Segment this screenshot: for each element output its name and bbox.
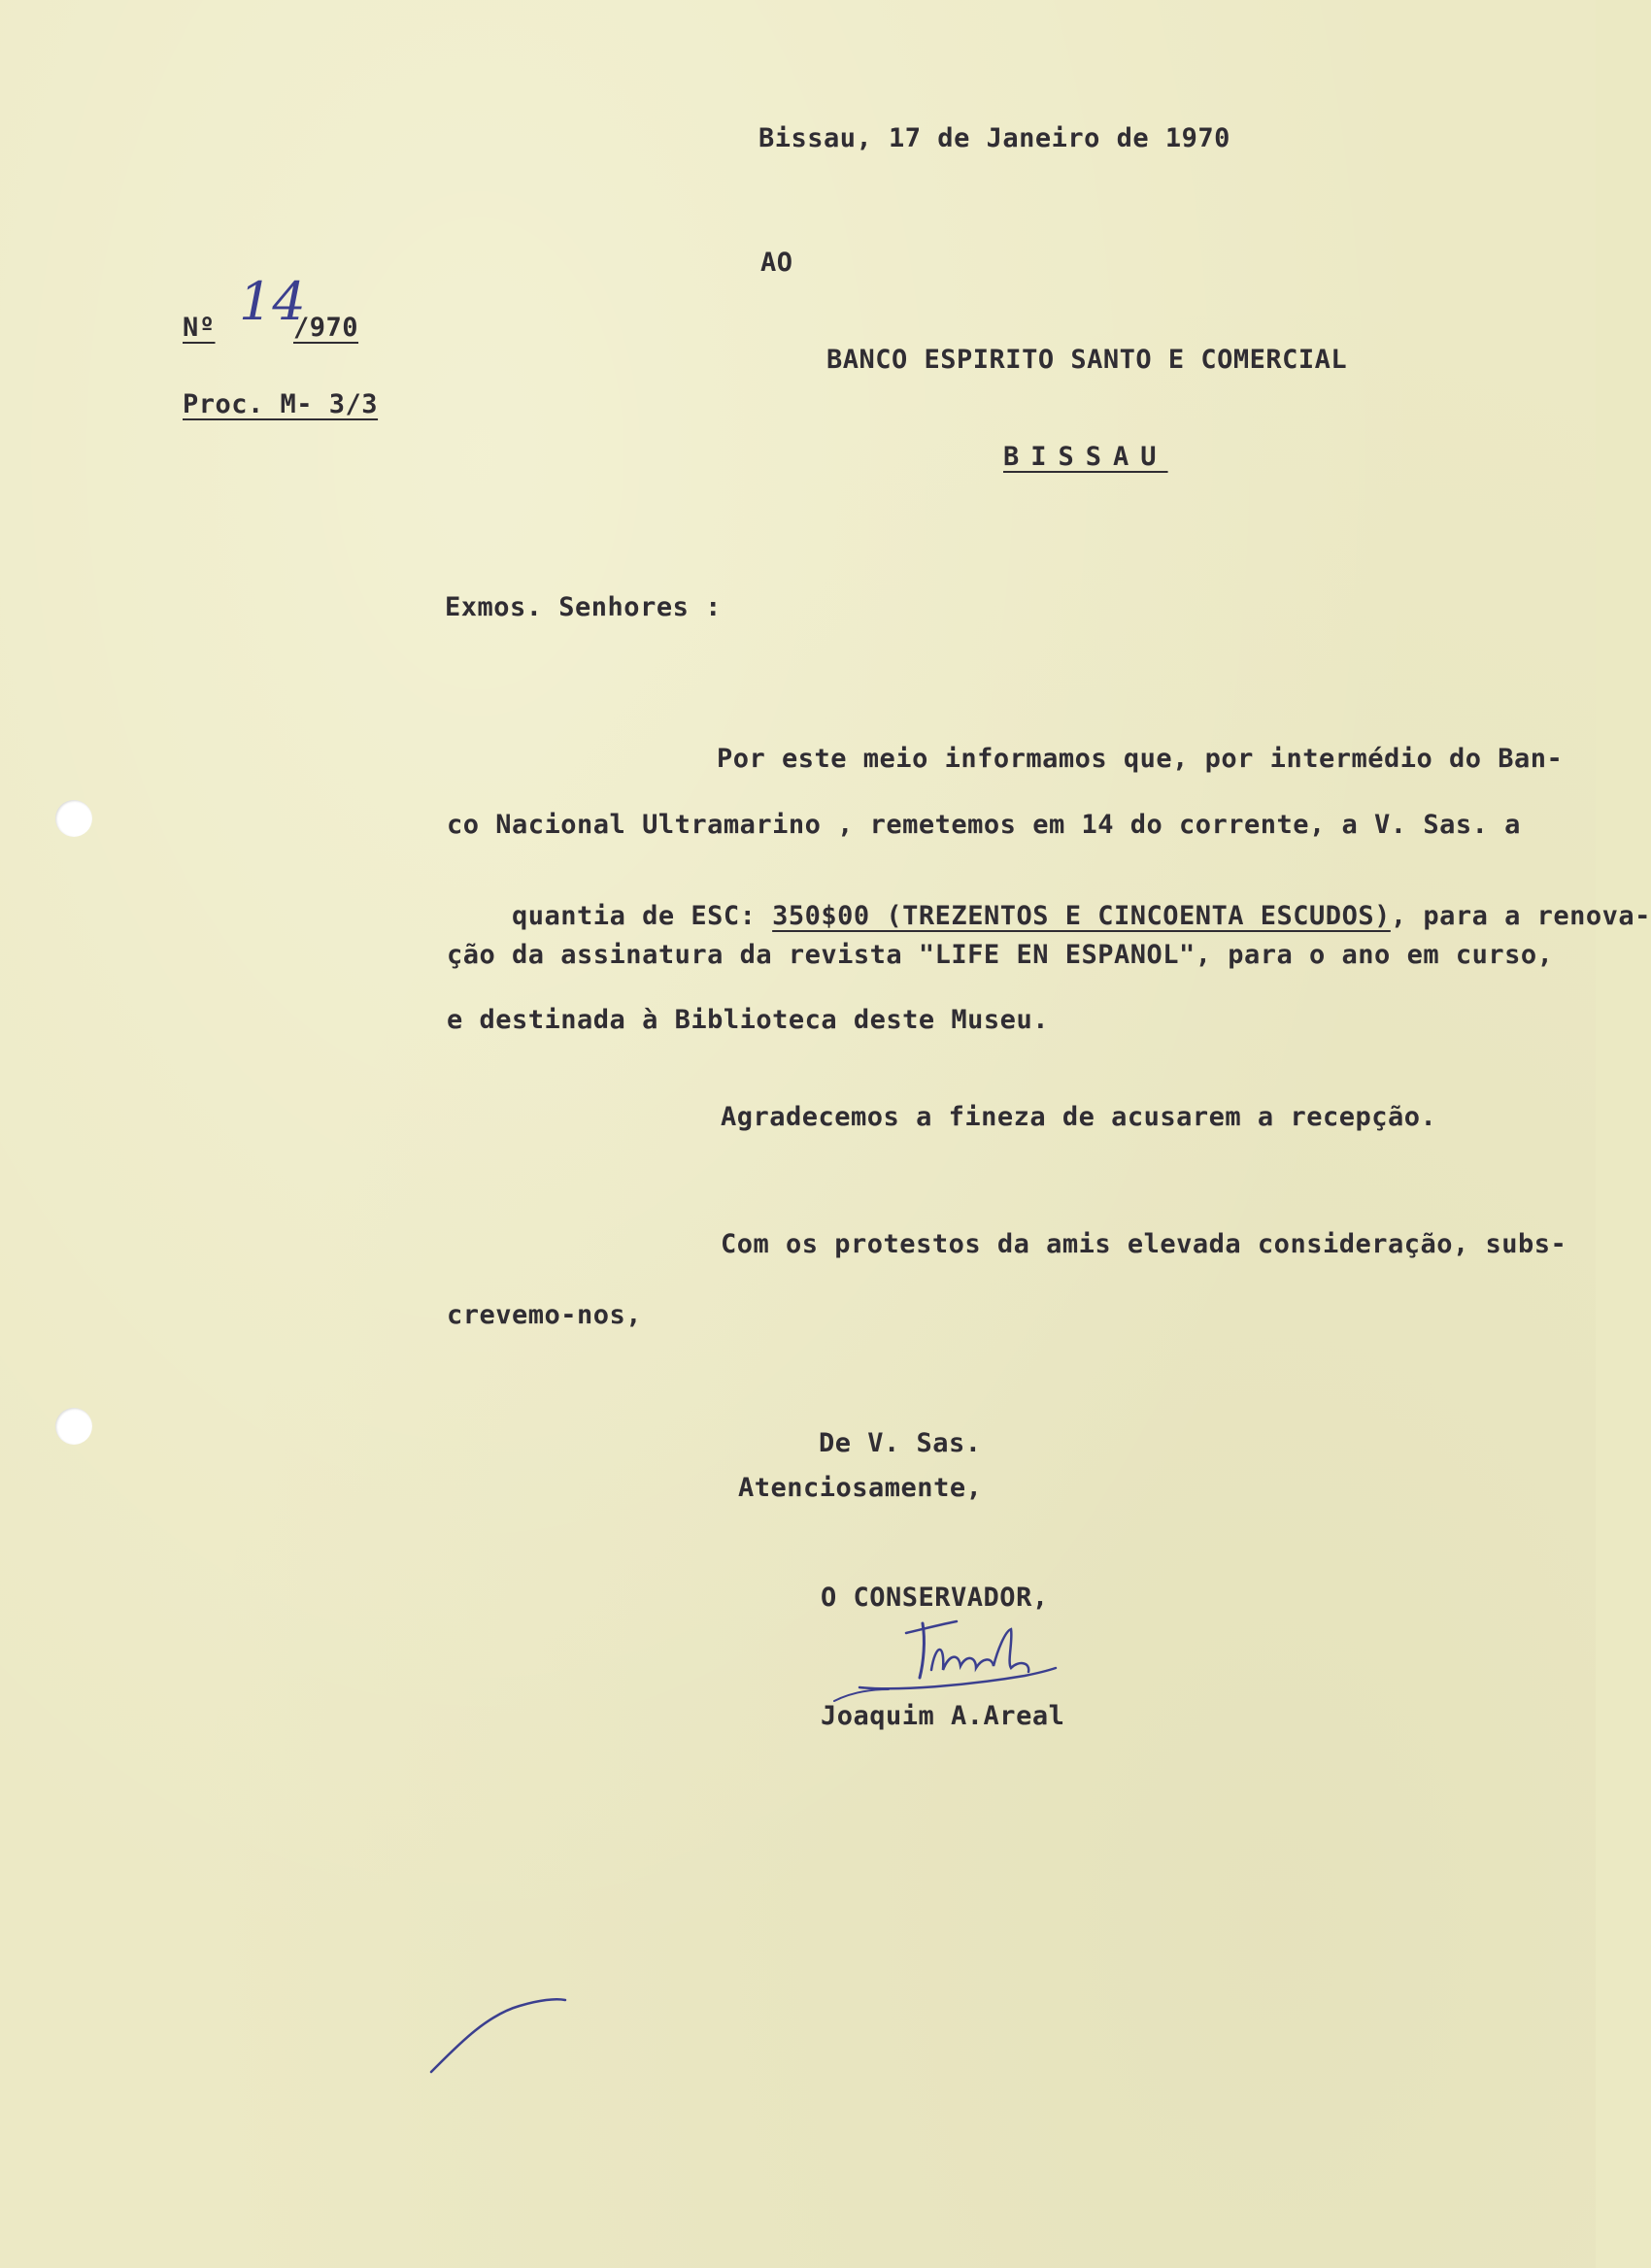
amount-prefix: quantia de ESC:	[512, 901, 773, 931]
body-paragraph-1-line-5: e destinada à Biblioteca deste Museu.	[447, 1005, 1049, 1035]
signature-name: Joaquim A.Areal	[821, 1701, 1065, 1731]
reference-number-prefix: Nº	[183, 313, 216, 343]
recipient-name: BANCO ESPIRITO SANTO E COMERCIAL	[826, 345, 1348, 375]
punch-hole-bottom	[55, 1408, 92, 1445]
date-line: Bissau, 17 de Janeiro de 1970	[758, 123, 1230, 153]
body-paragraph-3-line-2: crevemo-nos,	[447, 1300, 643, 1330]
body-paragraph-3-line-1: Com os protestos da amis elevada consideração, subs-	[721, 1229, 1567, 1259]
reference-number-year: /970	[293, 313, 359, 343]
body-paragraph-1-line-2: co Nacional Ultramarino , remetemos em 14 do corrente, a V. Sas. a	[447, 810, 1521, 840]
body-paragraph-1-line-4: ção da assinatura da revista "LIFE EN ESPANOL", para o ano em curso,	[447, 940, 1554, 970]
recipient-prefix: AO	[760, 248, 793, 278]
process-reference: Proc. M- 3/3	[183, 389, 379, 419]
closing-line-1: De V. Sas.	[819, 1428, 982, 1458]
punch-hole-top	[55, 800, 92, 837]
pen-stroke-mark	[427, 1988, 573, 2076]
reference-number	[183, 271, 367, 350]
salutation: Exmos. Senhores :	[445, 592, 722, 622]
reference-number-handwritten: 14	[239, 271, 306, 332]
recipient-city: BISSAU	[1003, 442, 1168, 472]
amount-value: 350$00 (TREZENTOS E CINCOENTA ESCUDOS)	[772, 901, 1391, 931]
closing-line-2: Atenciosamente,	[738, 1473, 983, 1503]
handwritten-signature	[830, 1612, 1063, 1709]
amount-suffix: , para a renova-	[1390, 901, 1651, 931]
signature-title: O CONSERVADOR,	[821, 1583, 1049, 1613]
body-paragraph-1-line-1: Por este meio informamos que, por intermédio do Ban-	[717, 744, 1564, 774]
body-paragraph-2: Agradecemos a fineza de acusarem a recepção.	[721, 1102, 1437, 1132]
